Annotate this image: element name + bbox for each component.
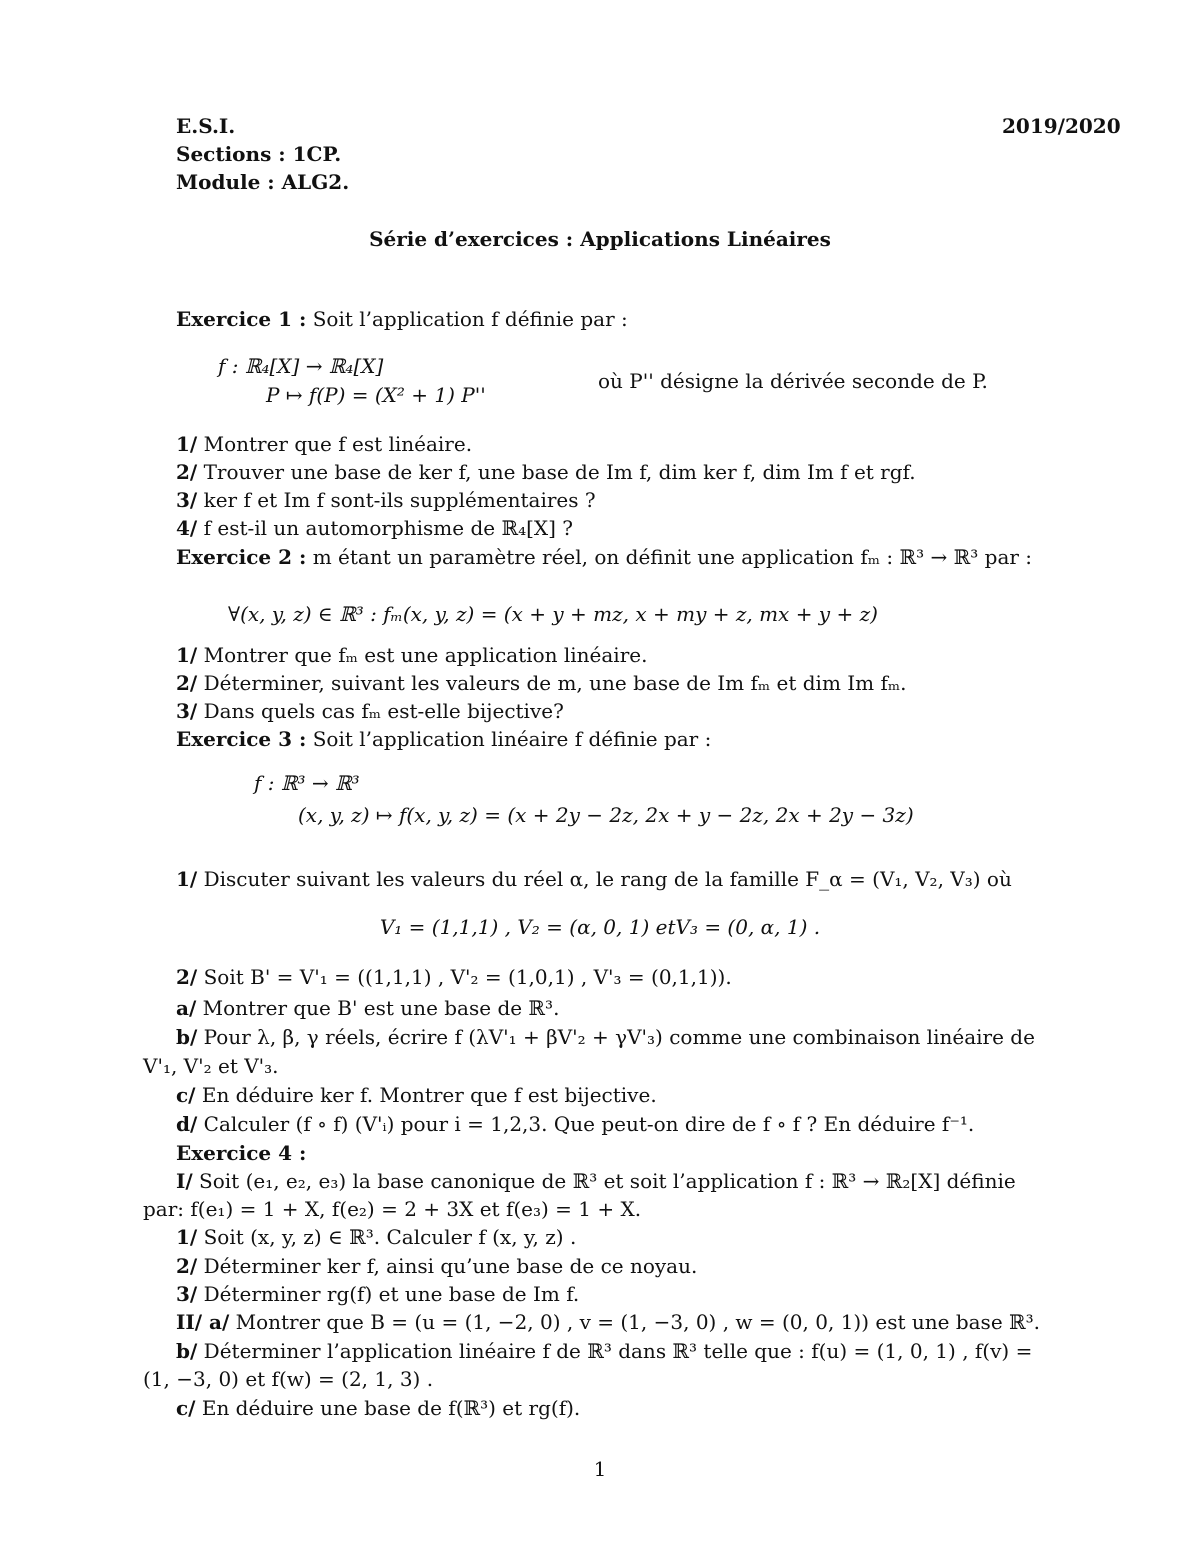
sections-line: Sections : 1CP. [176, 142, 342, 166]
ex4-part-II [176, 1310, 1040, 1334]
ex2-q1 [176, 643, 647, 667]
ex1-q4-number: 4/ [176, 516, 198, 540]
ex2-formula: ∀(x, y, z) ∈ ℝ³ : fₘ(x, y, z) = (x + y + mz, x + my + z, mx + y + z) [228, 602, 878, 626]
ex3-q1-number: 1/ [176, 867, 198, 891]
ex2-q1-number: 1/ [176, 643, 198, 667]
ex3-qa [176, 996, 559, 1020]
ex3-qd [176, 1112, 974, 1136]
ex4-IIb-letter: b/ [176, 1339, 198, 1363]
ex3-map-line1: f : ℝ³ → ℝ³ [254, 771, 360, 795]
ex1-q2 [176, 460, 916, 484]
ex3-qb-letter: b/ [176, 1025, 198, 1049]
ex2-q3-number: 3/ [176, 699, 198, 723]
ex1-map-line2: P ↦ f(P) = (X² + 1) P'' [266, 383, 486, 407]
ex4-q3-text: Déterminer rg(f) et une base de Im f. [203, 1282, 580, 1306]
ex4-q2-text: Déterminer ker f, ainsi qu’une base de ce noyau. [203, 1254, 698, 1278]
ex2-heading [176, 545, 1032, 569]
ex3-qb-continued: V'₁, V'₂ et V'₃. [143, 1054, 279, 1078]
ex4-II-number: II/ a/ [176, 1310, 230, 1334]
ex3-qd-letter: d/ [176, 1112, 198, 1136]
ex4-IIc-letter: c/ [176, 1396, 196, 1420]
ex1-q4 [176, 516, 573, 540]
ex3-qc [176, 1083, 657, 1107]
ex1-map-note: où P'' désigne la dérivée seconde de P. [598, 369, 988, 393]
ex1-heading [176, 307, 628, 331]
ex1-q2-text: Trouver une base de ker f, une base de Im f, dim ker f, dim Im f et rgf. [203, 460, 916, 484]
ex3-q2-number: 2/ [176, 965, 198, 989]
ex3-intro: Soit l’application linéaire f définie par : [312, 727, 712, 751]
ex3-qc-text: En déduire ker f. Montrer que f est bijective. [201, 1083, 657, 1107]
ex2-q2-number: 2/ [176, 671, 198, 695]
ex3-qc-letter: c/ [176, 1083, 196, 1107]
ex3-q2-text: Soit B' = V'₁ = ((1,1,1) , V'₂ = (1,0,1) , V'₃ = (0,1,1)). [203, 965, 732, 989]
ex1-q1-number: 1/ [176, 432, 198, 456]
ex4-part-I [176, 1169, 1016, 1193]
ex1-q1 [176, 432, 472, 456]
ex1-map-line1: f : ℝ₄[X] → ℝ₄[X] [218, 354, 384, 378]
ex4-q2-number: 2/ [176, 1254, 198, 1278]
page-title: Série d’exercices : Applications Linéaires [369, 227, 831, 251]
ex1-q3-number: 3/ [176, 488, 198, 512]
ex4-q1-number: 1/ [176, 1225, 198, 1249]
ex3-vectors: V₁ = (1,1,1) , V₂ = (α, 0, 1) etV₃ = (0, α, 1) . [379, 915, 821, 939]
module-line: Module : ALG2. [176, 170, 350, 194]
ex1-q1-text: Montrer que f est linéaire. [203, 432, 473, 456]
ex3-label: Exercice 3 : [176, 727, 307, 751]
ex4-I-continued: par: f(e₁) = 1 + X, f(e₂) = 2 + 3X et f(e₃) = 1 + X. [143, 1197, 642, 1221]
ex1-q2-number: 2/ [176, 460, 198, 484]
ex4-q2 [176, 1254, 697, 1278]
ex4-I-number: I/ [176, 1169, 193, 1193]
ex2-q2 [176, 671, 907, 695]
ex2-q2-text: Déterminer, suivant les valeurs de m, une base de Im fₘ et dim Im fₘ. [203, 671, 907, 695]
ex3-qa-letter: a/ [176, 996, 197, 1020]
ex4-I-text: Soit (e₁, e₂, e₃) la base canonique de ℝ³ et soit l’application f : ℝ³ → ℝ₂[X] définie [199, 1169, 1016, 1193]
ex4-label: Exercice 4 : [176, 1141, 307, 1165]
ex4-IIb [176, 1339, 1032, 1363]
ex2-intro: m étant un paramètre réel, on définit une application fₘ : ℝ³ → ℝ³ par : [312, 545, 1033, 569]
ex4-q3 [176, 1282, 579, 1306]
ex4-q1-text: Soit (x, y, z) ∈ ℝ³. Calculer f (x, y, z) . [203, 1225, 577, 1249]
page-number: 1 [593, 1457, 607, 1481]
ex3-q1-text: Discuter suivant les valeurs du réel α, le rang de la famille F_α = (V₁, V₂, V₃) où [203, 867, 1012, 891]
ex1-intro: Soit l’application f définie par : [312, 307, 628, 331]
ex1-q4-text: f est-il un automorphisme de ℝ₄[X] ? [203, 516, 574, 540]
ex2-q3-text: Dans quels cas fₘ est-elle bijective? [203, 699, 564, 723]
ex4-II-text: Montrer que B = (u = (1, −2, 0) , v = (1, −3, 0) , w = (0, 0, 1)) est une base ℝ³. [235, 1310, 1041, 1334]
ex4-q3-number: 3/ [176, 1282, 198, 1306]
ex3-q1 [176, 867, 1012, 891]
academic-year: 2019/2020 [1002, 114, 1121, 138]
ex3-qa-text: Montrer que B' est une base de ℝ³. [202, 996, 560, 1020]
ex3-qd-text: Calculer (f ∘ f) (V'ᵢ) pour i = 1,2,3. Que peut-on dire de f ∘ f ? En déduire f⁻¹. [203, 1112, 975, 1136]
ex3-qb [176, 1025, 1035, 1049]
ex3-heading [176, 727, 711, 751]
ex3-map-line2: (x, y, z) ↦ f(x, y, z) = (x + 2y − 2z, 2x + y − 2z, 2x + 2y − 3z) [298, 803, 914, 827]
ex2-q3 [176, 699, 564, 723]
ex4-q1 [176, 1225, 576, 1249]
school-name: E.S.I. [176, 114, 236, 138]
ex2-label: Exercice 2 : [176, 545, 307, 569]
ex4-IIc [176, 1396, 580, 1420]
ex4-IIb-continued: (1, −3, 0) et f(w) = (2, 1, 3) . [143, 1367, 434, 1391]
ex3-q2 [176, 965, 732, 989]
ex1-q3 [176, 488, 596, 512]
ex2-q1-text: Montrer que fₘ est une application linéaire. [203, 643, 648, 667]
ex1-q3-text: ker f et Im f sont-ils supplémentaires ? [203, 488, 596, 512]
ex4-IIc-text: En déduire une base de f(ℝ³) et rg(f). [201, 1396, 581, 1420]
ex4-IIb-text: Déterminer l’application linéaire f de ℝ³ dans ℝ³ telle que : f(u) = (1, 0, 1) , f(v) = [203, 1339, 1033, 1363]
ex1-label: Exercice 1 : [176, 307, 307, 331]
ex3-qb-text: Pour λ, β, γ réels, écrire f (λV'₁ + βV'₂ + γV'₃) comme une combinaison linéaire de [203, 1025, 1035, 1049]
